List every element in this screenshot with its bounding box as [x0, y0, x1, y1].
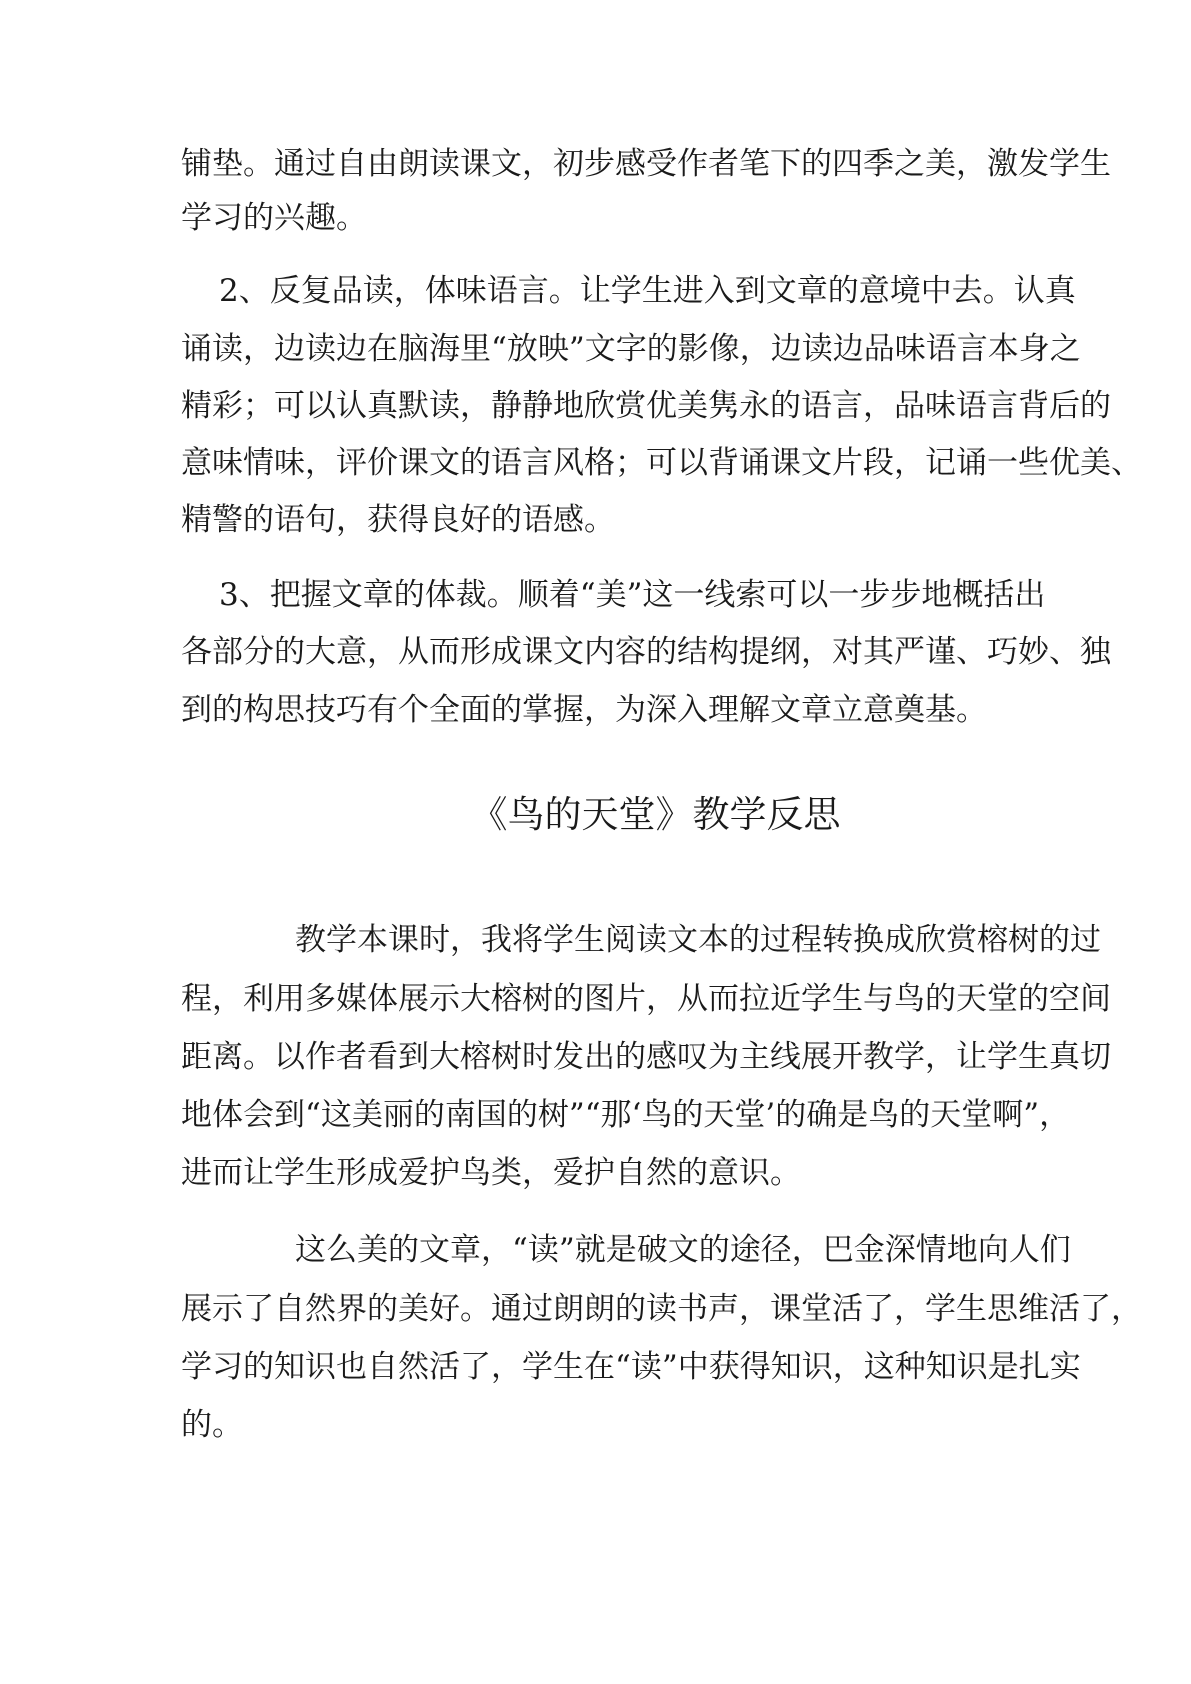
paragraph-1-line-1: 铺垫。通过自由朗读课文，初步感受作者笔下的四季之美，激发学生 [181, 146, 1111, 182]
paragraph-2-line-1: 2、反复品读，体味语言。让学生进入到文章的意境中去。认真 [219, 273, 1076, 309]
reflection-1-line-3: 距离。以作者看到大榕树时发出的感叹为主线展开教学，让学生真切 [181, 1039, 1111, 1075]
paragraph-2-line-2: 诵读，边读边在脑海里“放映”文字的影像，边读边品味语言本身之 [181, 331, 1081, 367]
paragraph-2-line-4: 意味情味，评价课文的语言风格；可以背诵课文片段，记诵一些优美、 [181, 445, 1142, 481]
reflection-1-line-5: 进而让学生形成爱护鸟类，爱护自然的意识。 [181, 1155, 801, 1191]
paragraph-2-line-3: 精彩；可以认真默读，静静地欣赏优美隽永的语言，品味语言背后的 [181, 388, 1111, 424]
reflection-1-line-4: 地体会到“这美丽的南国的树”“那‘鸟的天堂’的确是鸟的天堂啊”， [181, 1097, 1071, 1133]
reflection-2-line-1: 这么美的文章，“读”就是破文的途径，巴金深情地向人们 [295, 1232, 1071, 1268]
paragraph-3-line-1: 3、把握文章的体裁。顺着“美”这一线索可以一步步地概括出 [219, 577, 1046, 613]
paragraph-3-line-2: 各部分的大意，从而形成课文内容的结构提纲，对其严谨、巧妙、独 [181, 634, 1111, 670]
reflection-2-line-4: 的。 [181, 1407, 243, 1443]
paragraph-1-line-2: 学习的兴趣。 [181, 200, 367, 236]
section-heading: 《鸟的天堂》教学反思 [470, 793, 841, 836]
reflection-1-line-1: 教学本课时，我将学生阅读文本的过程转换成欣赏榕树的过 [295, 922, 1101, 958]
paragraph-2-line-5: 精警的语句，获得良好的语感。 [181, 502, 615, 538]
paragraph-3-line-3: 到的构思技巧有个全面的掌握，为深入理解文章立意奠基。 [181, 692, 987, 728]
reflection-1-line-2: 程，利用多媒体展示大榕树的图片，从而拉近学生与鸟的天堂的空间 [181, 981, 1111, 1017]
reflection-2-line-3: 学习的知识也自然活了，学生在“读”中获得知识，这种知识是扎实 [181, 1349, 1081, 1385]
reflection-2-line-2: 展示了自然界的美好。通过朗朗的读书声，课堂活了，学生思维活了， [181, 1291, 1142, 1327]
